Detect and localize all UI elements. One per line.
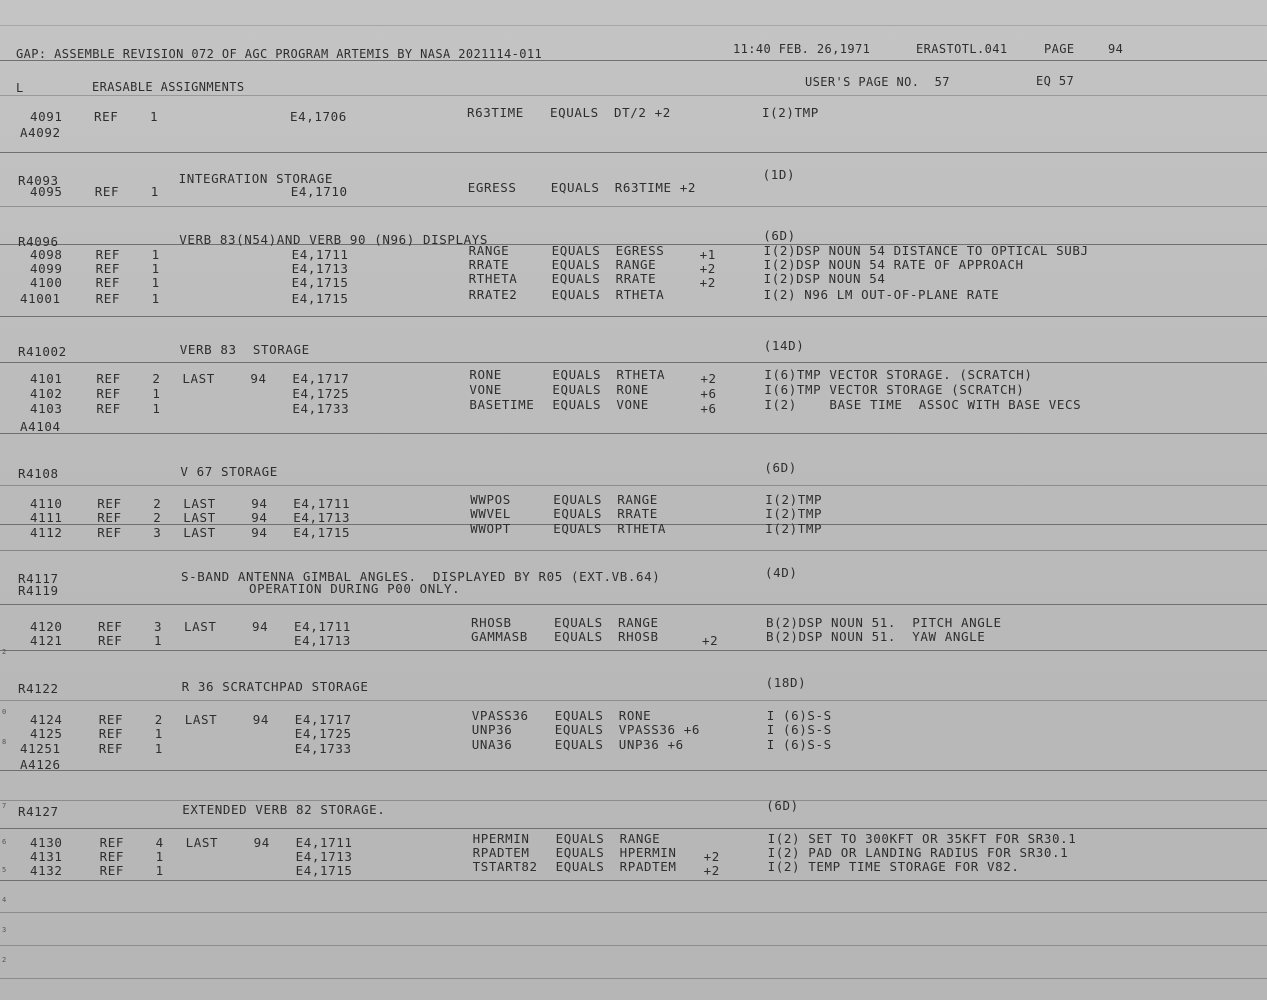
symbol-name: GAMMASB [471,629,528,644]
bank-address: E4,1733 [294,741,352,756]
offset: +2 [700,371,717,386]
comment: I(6)TMP VECTOR STORAGE. (SCRATCH) [764,367,1033,382]
equals-keyword: EQUALS [554,629,603,644]
address: 4095 [30,184,63,199]
ref-keyword: REF [95,247,120,262]
ref-count: 2 [153,510,162,525]
equals-operand: RRATE [615,271,657,286]
bank-address: E4,1713 [293,510,351,525]
comment: I(2)TMP [765,506,823,521]
ruling-line [0,800,1267,801]
equals-operand: RONE [616,382,649,397]
block-range-label: R4122 [18,681,59,696]
last-page: 94 [251,496,268,511]
address: 4101 [30,371,63,386]
ref-keyword: REF [97,496,122,511]
margin-tick: 5 [2,866,7,874]
equals-operand: R63TIME +2 [614,180,697,195]
block-title: S-BAND ANTENNA GIMBAL ANGLES. DISPLAYED BY R05 (EXT.VB.64) [181,569,661,584]
comment: I(6)TMP VECTOR STORAGE (SCRATCH) [764,382,1025,397]
last-page: 94 [251,525,268,540]
ruling-line [0,316,1267,317]
ruling-line [0,25,1267,26]
ref-count: 2 [153,496,162,511]
block-title: R 36 SCRATCHPAD STORAGE [181,679,369,694]
ref-count: 1 [155,849,164,864]
equals-keyword: EQUALS [554,615,603,630]
equals-operand: RANGE [617,492,658,507]
equals-operand: EGRESS [615,243,665,258]
bank-address: E4,1725 [292,386,350,401]
symbol-name: VPASS36 [471,708,529,723]
offset: +2 [699,261,716,276]
equals-keyword: EQUALS [552,397,602,412]
equals-operand: RTHETA [615,287,665,302]
margin-tick: 7 [2,802,7,810]
ref-count: 1 [155,863,164,878]
ref-count: 2 [154,712,163,727]
ref-keyword: REF [96,386,121,401]
last-keyword: LAST [183,510,216,525]
last-page: 94 [252,712,270,727]
comment: I(2)DSP NOUN 54 [763,271,886,286]
ref-keyword: REF [95,261,120,276]
equals-keyword: EQUALS [551,271,601,286]
comment: I(2) N96 LM OUT-OF-PLANE RATE [763,287,1000,302]
comment: I(2)DSP NOUN 54 RATE OF APPROACH [763,257,1024,272]
comment: I (6)S-S [766,737,832,752]
bank-address: E4,1713 [294,633,351,648]
block-range-label: R41002 [18,344,67,359]
address: 4100 [30,275,63,290]
address: 41251 [20,741,61,756]
block-title: V 67 STORAGE [180,464,278,479]
comment: I(2) SET TO 300KFT OR 35KFT FOR SR30.1 [767,831,1077,846]
bank-address: E4,1706 [290,109,347,124]
ref-keyword: REF [98,619,123,634]
comment: B(2)DSP NOUN 51. PITCH ANGLE [766,615,1002,630]
last-keyword: LAST [183,525,216,540]
address: 4130 [30,835,63,850]
equals-operand: RANGE [618,615,659,630]
ruling-line [0,433,1267,434]
equals-keyword: EQUALS [551,287,601,302]
equals-operand: RANGE [619,831,661,846]
symbol-name: UNP36 [471,722,513,737]
offset: +2 [702,633,719,648]
ref-count: 4 [155,835,164,850]
ruling-line [0,700,1267,701]
block-size: (1D) [762,167,796,182]
ruling-line [0,485,1267,486]
bank-address: E4,1715 [291,275,349,290]
address: 4098 [30,247,63,262]
offset: +6 [700,386,717,401]
symbol-name: TSTART82 [472,859,538,874]
address: 4125 [30,726,63,741]
header-datetime: 11:40 FEB. 26,1971 [733,42,871,56]
header-erastotl: ERASTOTL.041 [916,42,1008,56]
address: 4132 [30,863,63,878]
ref-count: 1 [154,633,163,648]
bank-address: E4,1715 [293,525,351,540]
margin-tick: 3 [2,926,7,934]
equals-keyword: EQUALS [550,105,599,120]
equals-keyword: EQUALS [555,845,605,860]
last-keyword: LAST [184,619,217,634]
ruling-line [0,828,1267,829]
last-page: 94 [250,371,267,386]
address: 4131 [30,849,63,864]
address: 4110 [30,496,63,511]
symbol-name: RRATE2 [468,287,518,302]
bank-address: E4,1733 [292,401,350,416]
symbol-name: WWOPT [470,521,511,536]
comment: B(2)DSP NOUN 51. YAW ANGLE [766,629,986,644]
ruling-line [0,362,1267,363]
ref-keyword: REF [98,726,124,741]
bank-address: E4,1711 [293,496,351,511]
comment: I(2)TMP [765,521,823,536]
offset: +2 [699,275,716,290]
block-size: (6D) [764,460,797,475]
bank-address: E4,1713 [295,849,353,864]
symbol-name: WWVEL [470,506,511,521]
header-page-label: PAGE [1044,42,1075,56]
equals-operand: HPERMIN [619,845,677,860]
last-keyword: LAST [185,835,219,850]
block-size: (14D) [763,338,805,353]
header-page-number: 94 [1108,42,1124,56]
bank-address: E4,1710 [290,184,348,199]
last-keyword: LAST [183,496,216,511]
address: 4099 [30,261,63,276]
equals-keyword: EQUALS [552,367,602,382]
ref-keyword: REF [98,712,124,727]
ref-count: 1 [154,741,163,756]
equals-keyword: EQUALS [550,180,600,195]
ruling-line [0,880,1267,881]
comment: I(2)TMP [762,105,819,120]
ref-keyword: REF [95,275,120,290]
ref-keyword: REF [98,633,123,648]
bank-address: E4,1725 [294,726,352,741]
bank-address: E4,1713 [291,261,349,276]
ref-count: 1 [154,726,163,741]
symbol-name: RRATE [468,257,510,272]
ref-count: 1 [152,386,161,401]
bank-address: E4,1711 [294,619,351,634]
symbol-name: RANGE [468,243,510,258]
symbol-name: HPERMIN [472,831,530,846]
ref-keyword: REF [99,835,124,850]
address: 4102 [30,386,63,401]
margin-tick: 2 [2,648,7,656]
margin-tick: 2 [2,956,7,964]
symbol-name: R63TIME [467,105,524,120]
last-keyword: LAST [184,712,218,727]
ref-keyword: REF [96,371,121,386]
ruling-line [0,206,1267,207]
equals-keyword: EQUALS [554,737,604,752]
equals-keyword: EQUALS [555,859,605,874]
block-title: VERB 83 STORAGE [179,342,310,357]
last-page: 94 [252,619,269,634]
address: 4103 [30,401,63,416]
bank-address: E4,1711 [295,835,353,850]
bank-address: E4,1717 [292,371,350,386]
ruling-line [0,912,1267,913]
ref-count: 3 [153,525,162,540]
ruling-line [0,95,1267,96]
comment: I(2)TMP [765,492,823,507]
ref-count: 1 [151,261,160,276]
block-range-label: R4096 [18,234,59,249]
users-page-number: USER'S PAGE NO. 57 [805,75,950,89]
symbol-name: VONE [469,382,502,397]
margin-tick: 4 [2,896,7,904]
offset: +6 [700,401,717,416]
margin-tick: 8 [2,738,7,746]
ruling-line [0,152,1267,153]
assembly-header: GAP: ASSEMBLE REVISION 072 OF AGC PROGRAM ARTEMIS BY NASA 2021114-011 [16,47,543,61]
equals-keyword: EQUALS [553,506,602,521]
equals-operand: RANGE [615,257,657,272]
address-marker: A4092 [20,125,61,140]
block-range-label: R4119 [18,583,59,598]
address: 4124 [30,712,63,727]
bank-address: E4,1717 [294,712,352,727]
symbol-name: BASETIME [469,397,535,412]
equals-operand: DT/2 +2 [614,105,671,120]
equals-keyword: EQUALS [551,243,601,258]
offset: +2 [703,863,720,878]
last-page: 94 [253,835,270,850]
block-range-label: R4093 [18,173,59,188]
ref-count: 2 [152,371,161,386]
ref-count: 1 [151,247,160,262]
address: 4111 [30,510,63,525]
ref-keyword: REF [94,109,119,124]
comment: I(2) PAD OR LANDING RADIUS FOR SR30.1 [767,845,1069,860]
ruling-line [0,550,1267,551]
address-marker: A4126 [20,757,61,772]
comment: I(2) BASE TIME ASSOC WITH BASE VECS [764,397,1082,412]
section-title: ERASABLE ASSIGNMENTS [92,80,245,94]
equals-operand: VONE [616,397,649,412]
comment: I(2)DSP NOUN 54 DISTANCE TO OPTICAL SUBJ [763,243,1089,258]
address: 41001 [20,291,61,306]
ref-count: 1 [151,275,160,290]
equals-keyword: EQUALS [553,521,602,536]
bank-address: E4,1711 [291,247,349,262]
equals-keyword: EQUALS [553,492,602,507]
ref-keyword: REF [97,525,122,540]
equals-operand: RTHETA [617,521,666,536]
ref-keyword: REF [99,849,124,864]
ruling-line [0,650,1267,651]
symbol-name: RONE [469,367,502,382]
equals-operand: RRATE [617,506,658,521]
margin-tick: 6 [2,838,7,846]
address: 4091 [30,109,63,124]
block-title: VERB 83(N54)AND VERB 90 (N96) DISPLAYS [179,232,488,247]
offset: +1 [699,247,716,262]
block-size: (6D) [763,228,796,243]
address: 4120 [30,619,63,634]
equals-operand: UNP36 +6 [618,737,684,752]
block-size: (6D) [766,798,799,813]
symbol-name: EGRESS [467,180,517,195]
symbol-name: RTHETA [468,271,518,286]
ruling-line [0,945,1267,946]
ref-keyword: REF [96,401,121,416]
block-size: (4D) [765,565,798,580]
ref-keyword: REF [99,863,124,878]
ref-keyword: REF [95,291,120,306]
last-keyword: LAST [182,371,215,386]
block-range-label: R4108 [18,466,59,481]
ruling-line [0,770,1267,771]
address: 4121 [30,633,63,648]
ref-keyword: REF [97,510,122,525]
ruling-line [0,604,1267,605]
last-page: 94 [251,510,268,525]
comment: I (6)S-S [766,722,832,737]
block-title-continued: OPERATION DURING P00 ONLY. [249,581,461,596]
ref-count: 1 [150,184,159,199]
block-title: INTEGRATION STORAGE [178,171,333,186]
ref-count: 3 [154,619,163,634]
bank-address: E4,1715 [295,863,353,878]
ruling-line [0,978,1267,979]
symbol-name: RHOSB [471,615,512,630]
comment: I(2) TEMP TIME STORAGE FOR V82. [767,859,1020,874]
ref-keyword: REF [94,184,120,199]
equals-keyword: EQUALS [554,722,604,737]
block-range-label: R4127 [18,804,59,819]
equals-keyword: EQUALS [555,831,605,846]
comment: I (6)S-S [766,708,832,723]
eq-number: EQ 57 [1036,74,1075,88]
equals-operand: RHOSB [618,629,659,644]
equals-operand: RTHETA [616,367,666,382]
offset: +2 [703,849,720,864]
header-l-mark: L [16,81,24,95]
equals-operand: RONE [618,708,652,723]
equals-keyword: EQUALS [554,708,604,723]
block-size: (18D) [765,675,807,690]
equals-keyword: EQUALS [552,382,602,397]
ref-count: 1 [151,291,160,306]
equals-operand: RPADTEM [619,859,677,874]
margin-tick: 0 [2,708,7,716]
bank-address: E4,1715 [291,291,349,306]
ref-count: 1 [150,109,159,124]
symbol-name: RPADTEM [472,845,530,860]
address: 4112 [30,525,63,540]
ref-keyword: REF [98,741,124,756]
symbol-name: WWPOS [470,492,511,507]
symbol-name: UNA36 [471,737,513,752]
ref-count: 1 [152,401,161,416]
address-marker: A4104 [20,419,61,434]
block-title: EXTENDED VERB 82 STORAGE. [182,802,386,817]
block-range-label: R4117 [18,571,59,586]
equals-keyword: EQUALS [551,257,601,272]
equals-operand: VPASS36 +6 [618,722,701,737]
